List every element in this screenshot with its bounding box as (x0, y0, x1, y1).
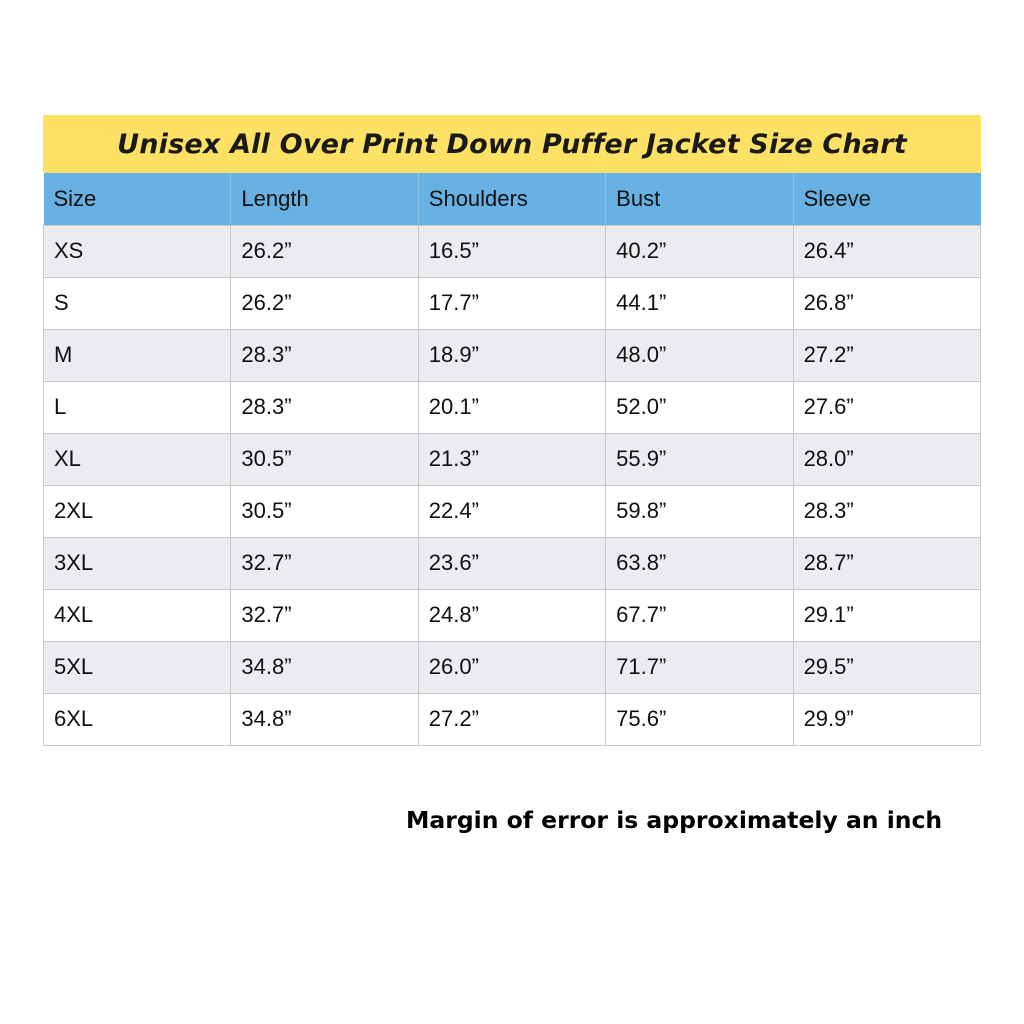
table-row (44, 225, 981, 277)
size-cell: 3XL (44, 537, 231, 589)
bust-cell: 75.6” (606, 693, 793, 745)
size-cell: 6XL (44, 693, 231, 745)
bust-cell: 67.7” (606, 589, 793, 641)
shoulders-cell: 27.2” (418, 693, 605, 745)
length-cell: 32.7” (231, 589, 418, 641)
bust-cell: 55.9” (606, 433, 793, 485)
size-cell: 4XL (44, 589, 231, 641)
bust-cell: 52.0” (606, 381, 793, 433)
shoulders-cell: 21.3” (418, 433, 605, 485)
table-row (44, 329, 981, 381)
length-cell: 30.5” (231, 433, 418, 485)
sleeve-cell: 27.2” (793, 329, 980, 381)
sleeve-cell: 27.6” (793, 381, 980, 433)
table-row (44, 641, 981, 693)
chart-title: Unisex All Over Print Down Puffer Jacket Size Chart (117, 128, 907, 160)
header-size: Size (53, 185, 97, 211)
table-row (44, 433, 981, 485)
header-sleeve: Sleeve (793, 173, 980, 225)
shoulders-cell: 17.7” (418, 277, 605, 329)
size-table (43, 173, 981, 746)
shoulders-cell: 26.0” (418, 641, 605, 693)
table-row (44, 693, 981, 745)
shoulders-cell: 23.6” (418, 537, 605, 589)
header-bust: Bust (606, 173, 793, 225)
header-length: Length (231, 173, 418, 225)
length-cell: 26.2” (231, 225, 418, 277)
size-cell: S (44, 277, 231, 329)
chart-title-bar (43, 115, 981, 173)
shoulders-cell: 16.5” (418, 225, 605, 277)
bust-cell: 44.1” (606, 277, 793, 329)
shoulders-cell: 22.4” (418, 485, 605, 537)
sleeve-cell: 29.9” (793, 693, 980, 745)
sleeve-cell: 28.3” (793, 485, 980, 537)
size-cell: XS (44, 225, 231, 277)
length-cell: 32.7” (231, 537, 418, 589)
length-cell: 26.2” (231, 277, 418, 329)
length-cell: 28.3” (231, 329, 418, 381)
size-chart (43, 115, 981, 746)
length-cell: 30.5” (231, 485, 418, 537)
sleeve-cell: 28.0” (793, 433, 980, 485)
length-cell: 34.8” (231, 693, 418, 745)
bust-cell: 48.0” (606, 329, 793, 381)
sleeve-cell: 26.8” (793, 277, 980, 329)
bust-cell: 59.8” (606, 485, 793, 537)
shoulders-cell: 18.9” (418, 329, 605, 381)
size-cell: M (44, 329, 231, 381)
header-shoulders: Shoulders (418, 173, 605, 225)
length-cell: 28.3” (231, 381, 418, 433)
length-cell: 34.8” (231, 641, 418, 693)
margin-note: Margin of error is approximately an inch (406, 806, 943, 834)
bust-cell: 63.8” (606, 537, 793, 589)
size-cell: L (44, 381, 231, 433)
shoulders-cell: 24.8” (418, 589, 605, 641)
table-row (44, 277, 981, 329)
bust-cell: 71.7” (606, 641, 793, 693)
sleeve-cell: 29.5” (793, 641, 980, 693)
size-cell: XL (44, 433, 231, 485)
size-cell: 5XL (44, 641, 231, 693)
sleeve-cell: 29.1” (793, 589, 980, 641)
header-row (44, 173, 981, 225)
table-row (44, 589, 981, 641)
shoulders-cell: 20.1” (418, 381, 605, 433)
sleeve-cell: 26.4” (793, 225, 980, 277)
table-body (44, 225, 981, 745)
sleeve-cell: 28.7” (793, 537, 980, 589)
table-row (44, 485, 981, 537)
size-cell: 2XL (44, 485, 231, 537)
table-row (44, 381, 981, 433)
bust-cell: 40.2” (606, 225, 793, 277)
table-row (44, 537, 981, 589)
